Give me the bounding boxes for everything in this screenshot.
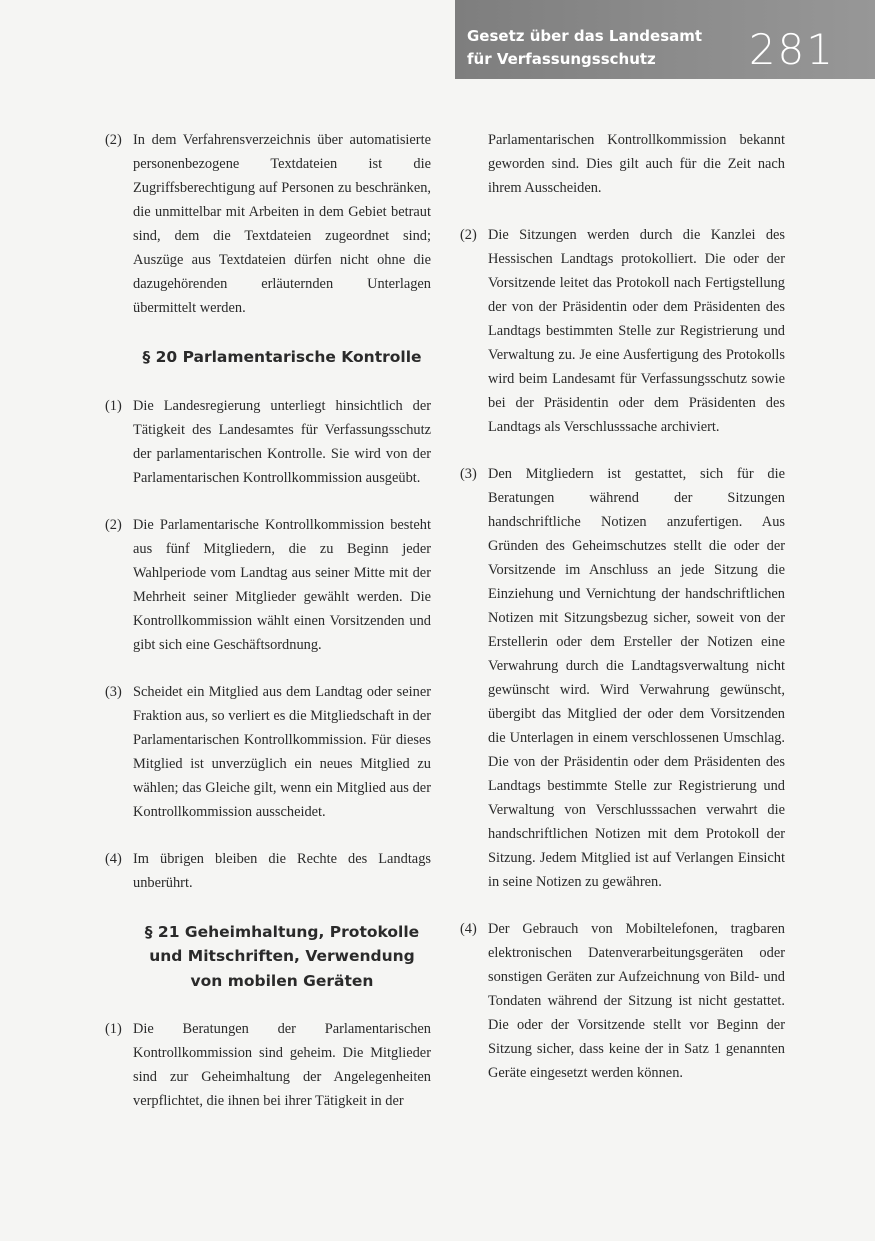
paragraph-text: Scheidet ein Mitglied aus dem Landtag oder seiner Fraktion aus, so verliert es die Mitgliedschaft in der Parlamentarischen Kontrollkommission. Für dieses Mitglied ist unverzüglich ein neues Mitglied zu wählen; das Gleiche gilt, wenn ein Mitglied aus der Kontrollkommission ausscheidet. [133, 683, 431, 820]
paragraph [105, 394, 431, 490]
paragraph [460, 917, 785, 1085]
paragraph-number: (1) [105, 397, 122, 414]
paragraph-number: (3) [460, 466, 477, 482]
paragraph [105, 513, 431, 657]
paragraph [105, 128, 431, 320]
paragraph-text: Die Beratungen der Parlamentarischen Kontrollkommission sind geheim. Die Mitglieder sind zur Geheimhaltung der Angelegenheiten verpflichtet, die ihnen bei ihrer Tätigkeit in der [133, 1021, 431, 1109]
section-heading-20: § 20 Parlamentarische Kontrolle [142, 348, 422, 366]
paragraph-text: Parlamentarischen Kontrollkommission bekannt geworden sind. Dies gilt auch für die Zeit nach ihrem Ausscheiden. [488, 132, 785, 196]
paragraph-number: (1) [105, 1021, 122, 1037]
paragraph-number: (4) [460, 921, 477, 937]
paragraph-text: Der Gebrauch von Mobiltelefonen, tragbaren elektronischen Datenverarbeitungsgeräten oder sonstigen Geräten zur Aufzeichnung von Bild- und Tondaten während der Sitzung ist nicht gestattet. Die oder der Vorsitzende stellt vor Beginn der Sitzung sicher, dass keine der in Satz 1 genannten Geräte eingesetzt werden können. [488, 921, 785, 1081]
right-column [460, 128, 785, 1108]
paragraph-continuation [460, 128, 785, 200]
paragraph-number: (3) [105, 683, 122, 700]
paragraph-number: (2) [105, 516, 122, 533]
header-title: Gesetz über das Landesamt für Verfassungsschutz [467, 27, 703, 68]
paragraph-text: Die Sitzungen werden durch die Kanzlei des Hessischen Landtags protokolliert. Die oder der Vorsitzende leitet das Protokoll nach Fertigstellung der von der Präsidentin oder dem Präsidenten des Landtags bestimmten Stelle zur Registrierung und Verwaltung zu. Je eine Ausfertigung des Protokolls wird beim Landesamt für Verfassungsschutz sowie bei der Präsidentin oder dem Präsidenten des Landtags als Verschlusssache archiviert. [488, 227, 785, 435]
paragraph [460, 462, 785, 894]
paragraph-number: (2) [105, 132, 122, 148]
paragraph-text: Die Parlamentarische Kontrollkommission besteht aus fünf Mitgliedern, die zu Beginn jeder Wahlperiode vom Landtag aus seiner Mitte mit der Mehrheit seiner Mitglieder gewählt werden. Die Kontrollkommission wählt einen Vorsitzenden und gibt sich eine Geschäftsordnung. [133, 516, 431, 653]
paragraph [105, 680, 431, 824]
paragraph [460, 223, 785, 439]
paragraph [105, 847, 431, 895]
running-header [455, 0, 875, 79]
paragraph-text: Die Landesregierung unterliegt hinsichtlich der Tätigkeit des Landesamtes für Verfassungsschutz der parlamentarischen Kontrolle. Sie wird von der Parlamentarischen Kontrollkommission ausgeübt. [133, 397, 431, 486]
left-column [105, 128, 431, 1136]
paragraph-text: In dem Verfahrensverzeichnis über automatisierte personenbezogene Textdateien ist die Zugriffsberechtigung auf Personen zu beschränken, die unmittelbar mit Arbeiten in dem Gebiet betraut sind, dem die Textdateien zugeordnet sind; Auszüge aus Textdateien dürfen nicht ohne die dazugehörenden erläuternden Unterlagen übermittelt werden. [133, 132, 431, 316]
paragraph-text: Im übrigen bleiben die Rechte des Landtags unberührt. [133, 850, 431, 891]
paragraph-text: Den Mitgliedern ist gestattet, sich für die Beratungen während der Sitzungen handschriftliche Notizen anzufertigen. Aus Gründen des Geheimschutzes stellt die oder der Vorsitzende im Anschluss an jede Sitzung die Einziehung und Vernichtung der handschriftlichen Notizen mit Sitzungsbezug sicher, soweit von der Erstellerin oder dem Ersteller der Notizen eine Verwahrung durch die Landtagsverwaltung nicht gewünscht wird. Wird Verwahrung gewünscht, übergibt das Mitglied der oder dem Vorsitzenden die Unterlagen in einem verschlossenen Umschlag. Die von der Präsidentin oder dem Präsidenten des Landtags bestimmte Stelle zur Registrierung und Verwaltung von Verschlusssachen verwahrt die handschriftlichen Notizen mit dem Protokoll der Sitzung. Jedem Mitglied ist auf Verlangen Einsicht in seine Notizen zu gewähren. [488, 466, 785, 890]
paragraph-number: (2) [460, 227, 477, 243]
paragraph-number: (4) [105, 850, 122, 867]
paragraph [105, 1017, 431, 1113]
page-number: 281 [748, 25, 835, 74]
section-heading-21: § 21 Geheimhaltung, Protokolle und Mitschriften, Verwendung von mobilen Geräten [144, 922, 420, 990]
